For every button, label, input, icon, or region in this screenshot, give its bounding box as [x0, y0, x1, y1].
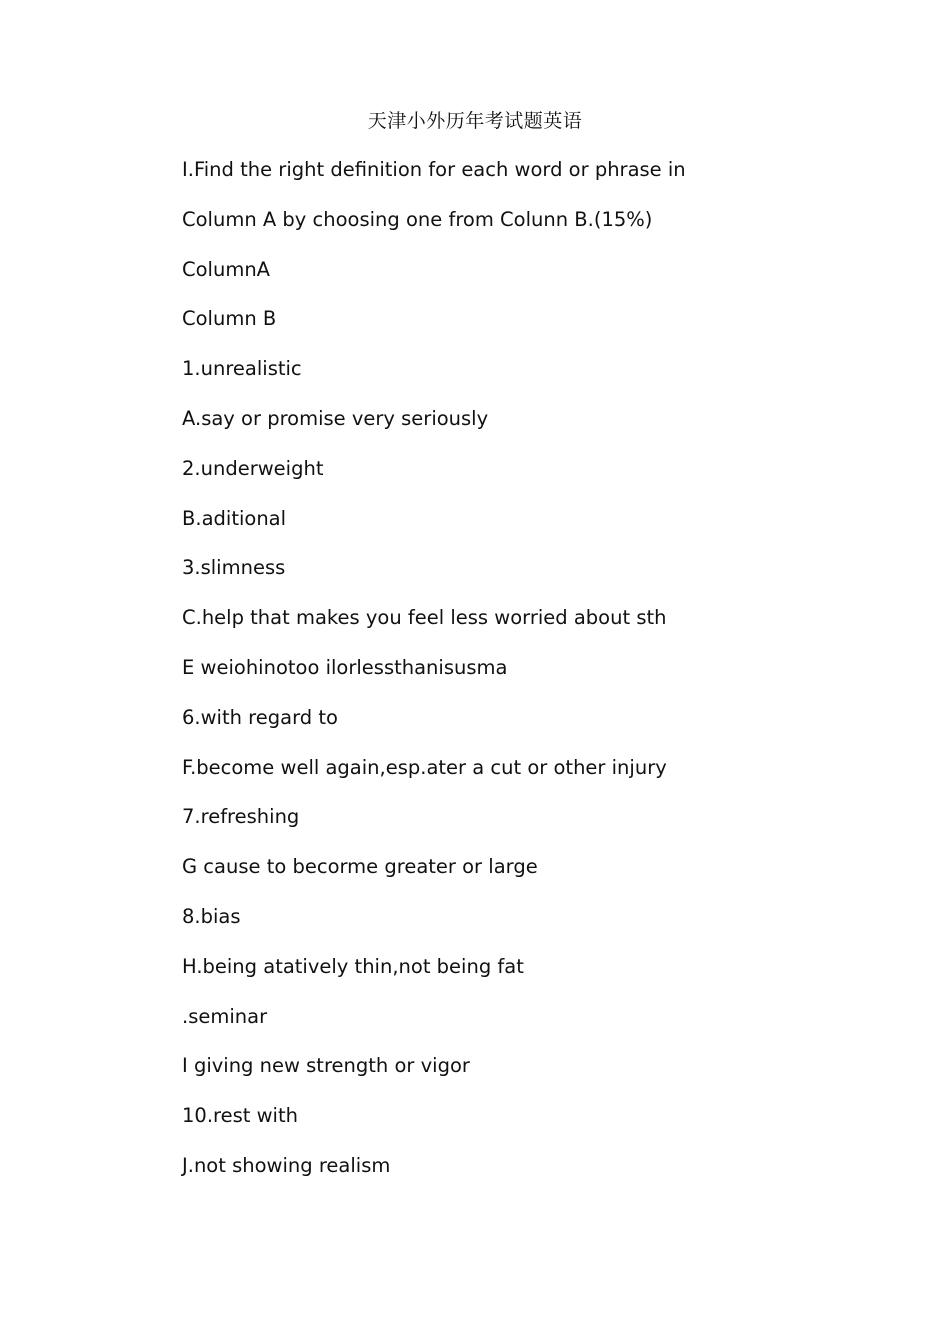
text-line: C.help that makes you feel less worried about sth	[182, 606, 667, 630]
column-a-heading: ColumnA	[182, 257, 271, 281]
text-line: B.aditional	[182, 506, 287, 530]
text-line: 1.unrealistic	[182, 357, 302, 381]
column-b-heading: Column B	[182, 307, 277, 331]
text-line: F.become well again,esp.ater a cut or other injury	[182, 755, 667, 779]
document-title: 天津小外历年考试题英语	[367, 110, 583, 132]
text-line: G cause to becorme greater or large	[182, 855, 538, 879]
text-line: I giving new strength or vigor	[182, 1054, 470, 1078]
text-line: 6.with regard to	[182, 705, 338, 729]
text-line: E weiohinotoo ilorlessthanisusma	[182, 655, 508, 679]
text-line: J.not showing realism	[182, 1153, 391, 1177]
text-line: .seminar	[182, 1004, 268, 1028]
document-body	[182, 157, 882, 1203]
text-line: 3.slimness	[182, 556, 286, 580]
instruction-line-1: I.Find the right definition for each word or phrase in	[182, 158, 686, 181]
text-line: 8.bias	[182, 904, 241, 928]
text-line: 2.underweight	[182, 456, 324, 480]
text-line: 10.rest with	[182, 1104, 298, 1128]
text-line: H.being atatively thin,not being fat	[182, 954, 524, 978]
instruction-line-2: Column A by choosing one from Colunn B.(15%)	[182, 207, 653, 231]
text-line: A.say or promise very seriously	[182, 406, 489, 430]
text-line: 7.refreshing	[182, 805, 300, 829]
